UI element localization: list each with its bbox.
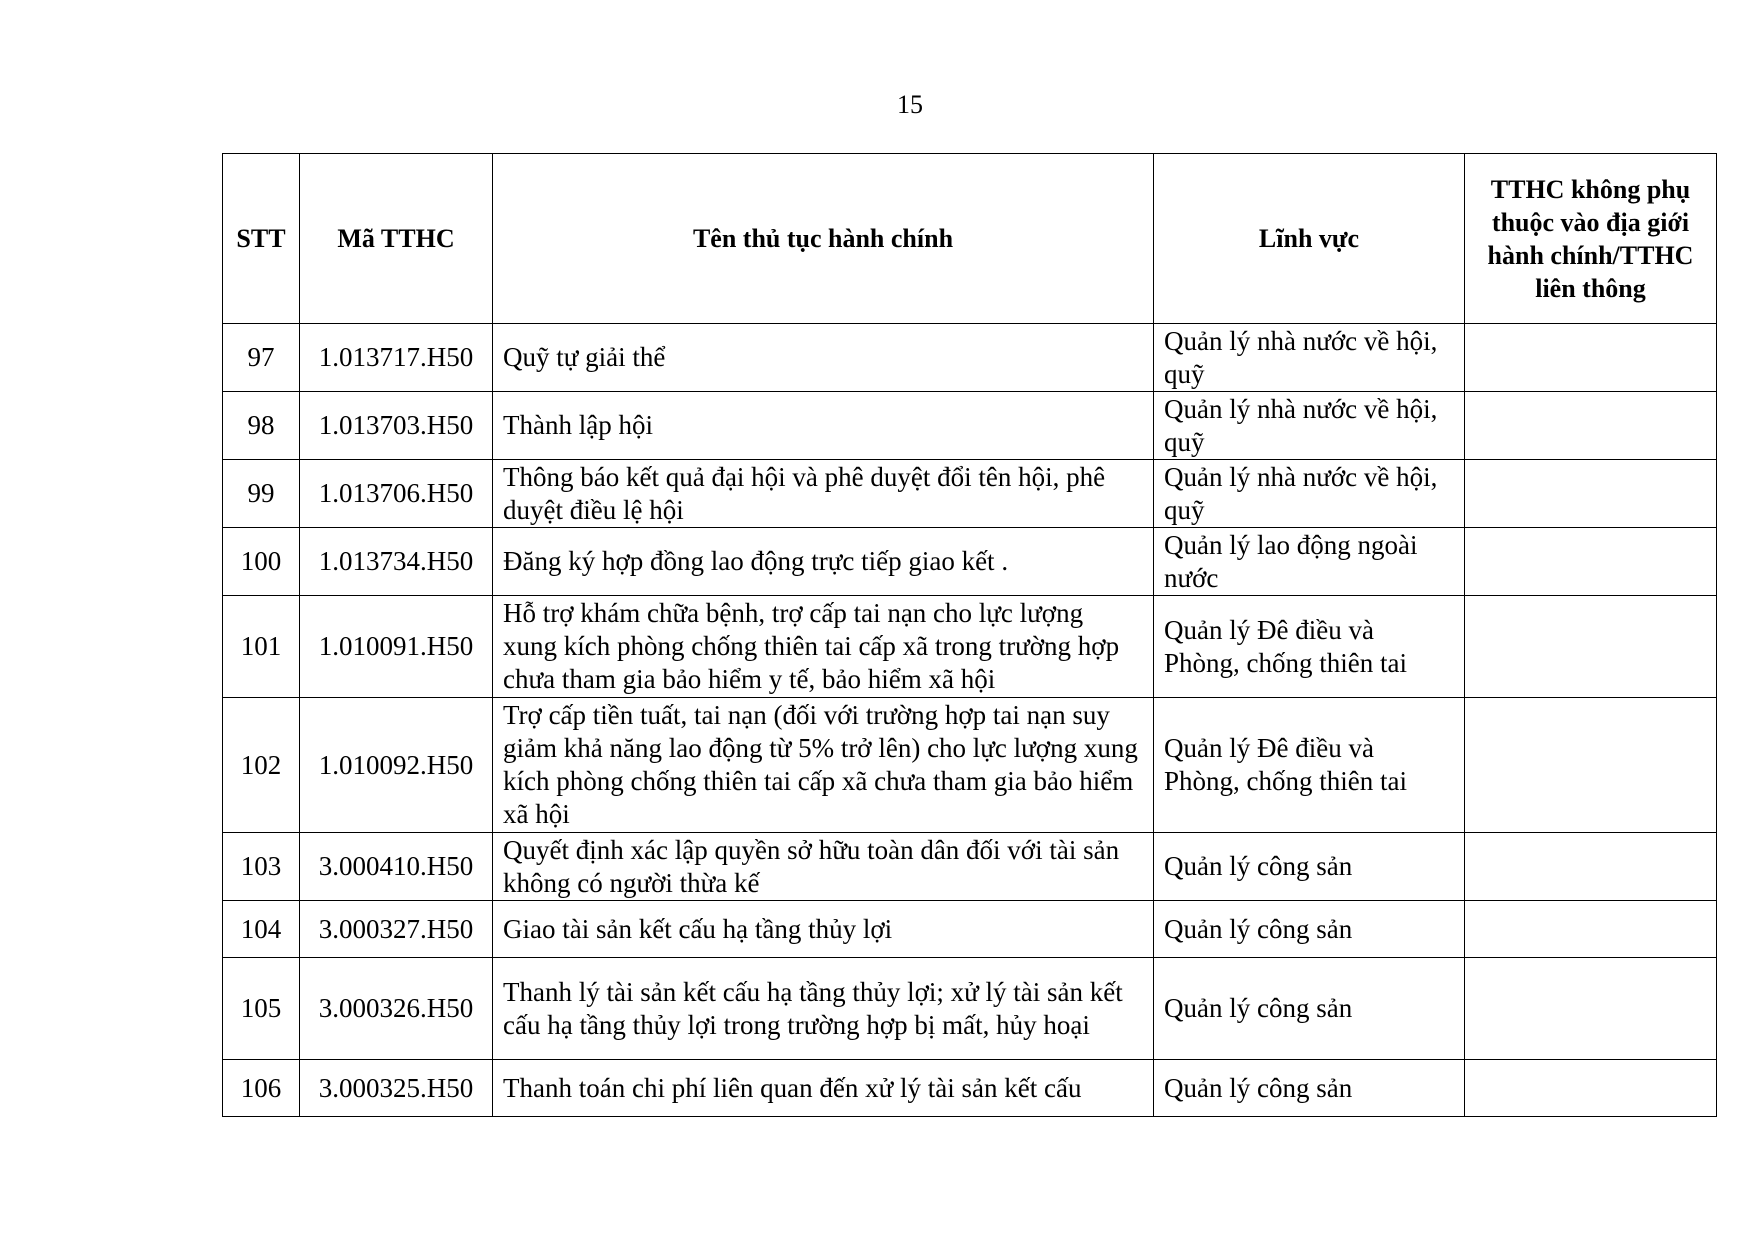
page-number: 15 (897, 90, 923, 119)
row-note (1465, 324, 1717, 392)
row-note (1465, 392, 1717, 460)
row-stt: 104 (223, 901, 300, 958)
row-code: 3.000327.H50 (300, 901, 493, 958)
row-name: Giao tài sản kết cấu hạ tầng thủy lợi (493, 901, 1154, 958)
row-stt: 100 (223, 528, 300, 596)
header-name: Tên thủ tục hành chính (493, 154, 1154, 324)
row-note (1465, 958, 1717, 1060)
row-note (1465, 596, 1717, 698)
row-code: 3.000410.H50 (300, 833, 493, 901)
row-name: Hỗ trợ khám chữa bệnh, trợ cấp tai nạn cho lực lượng xung kích phòng chống thiên tai cấp xã trong trường hợp chưa tham gia bảo hiểm y tế, bảo hiểm xã hội (493, 596, 1154, 698)
table-row (223, 392, 1717, 460)
row-field: Quản lý công sản (1154, 958, 1465, 1060)
table-row (223, 833, 1717, 901)
row-field: Quản lý lao động ngoài nước (1154, 528, 1465, 596)
table-row (223, 324, 1717, 392)
row-name: Trợ cấp tiền tuất, tai nạn (đối với trường hợp tai nạn suy giảm khả năng lao động từ 5% trở lên) cho lực lượng xung kích phòng chống thiên tai cấp xã chưa tham gia bảo hiểm xã hội (493, 698, 1154, 833)
row-name: Thông báo kết quả đại hội và phê duyệt đổi tên hội, phê duyệt điều lệ hội (493, 460, 1154, 528)
row-stt: 99 (223, 460, 300, 528)
row-field: Quản lý công sản (1154, 1060, 1465, 1117)
header-note: TTHC không phụ thuộc vào địa giới hành chính/TTHC liên thông (1465, 154, 1717, 324)
row-note (1465, 833, 1717, 901)
row-note (1465, 1060, 1717, 1117)
row-stt: 102 (223, 698, 300, 833)
row-field: Quản lý công sản (1154, 833, 1465, 901)
row-field: Quản lý công sản (1154, 901, 1465, 958)
row-note (1465, 528, 1717, 596)
row-name: Quỹ tự giải thể (493, 324, 1154, 392)
row-code: 1.013717.H50 (300, 324, 493, 392)
row-field: Quản lý nhà nước về hội, quỹ (1154, 392, 1465, 460)
table-row (223, 528, 1717, 596)
row-name: Thanh toán chi phí liên quan đến xử lý tài sản kết cấu (493, 1060, 1154, 1117)
row-stt: 101 (223, 596, 300, 698)
table-row (223, 1060, 1717, 1117)
table-row (223, 596, 1717, 698)
table-row (223, 958, 1717, 1060)
header-stt: STT (223, 154, 300, 324)
row-name: Quyết định xác lập quyền sở hữu toàn dân đối với tài sản không có người thừa kế (493, 833, 1154, 901)
row-stt: 103 (223, 833, 300, 901)
row-code: 1.010091.H50 (300, 596, 493, 698)
header-field: Lĩnh vực (1154, 154, 1465, 324)
row-field: Quản lý Đê điều và Phòng, chống thiên tai (1154, 596, 1465, 698)
row-code: 1.013734.H50 (300, 528, 493, 596)
row-name: Thanh lý tài sản kết cấu hạ tầng thủy lợi; xử lý tài sản kết cấu hạ tầng thủy lợi trong trường hợp bị mất, hủy hoại (493, 958, 1154, 1060)
table-row (223, 901, 1717, 958)
row-code: 3.000325.H50 (300, 1060, 493, 1117)
row-note (1465, 901, 1717, 958)
row-code: 1.013706.H50 (300, 460, 493, 528)
row-code: 3.000326.H50 (300, 958, 493, 1060)
row-code: 1.010092.H50 (300, 698, 493, 833)
header-code: Mã TTHC (300, 154, 493, 324)
table-row (223, 460, 1717, 528)
row-stt: 106 (223, 1060, 300, 1117)
row-note (1465, 698, 1717, 833)
row-note (1465, 460, 1717, 528)
row-field: Quản lý nhà nước về hội, quỹ (1154, 460, 1465, 528)
row-name: Thành lập hội (493, 392, 1154, 460)
procedures-table (222, 153, 1717, 1117)
row-field: Quản lý Đê điều và Phòng, chống thiên tai (1154, 698, 1465, 833)
row-stt: 105 (223, 958, 300, 1060)
table-header-row (223, 154, 1717, 324)
row-stt: 97 (223, 324, 300, 392)
row-name: Đăng ký hợp đồng lao động trực tiếp giao kết . (493, 528, 1154, 596)
row-field: Quản lý nhà nước về hội, quỹ (1154, 324, 1465, 392)
row-stt: 98 (223, 392, 300, 460)
table-row (223, 698, 1717, 833)
row-code: 1.013703.H50 (300, 392, 493, 460)
